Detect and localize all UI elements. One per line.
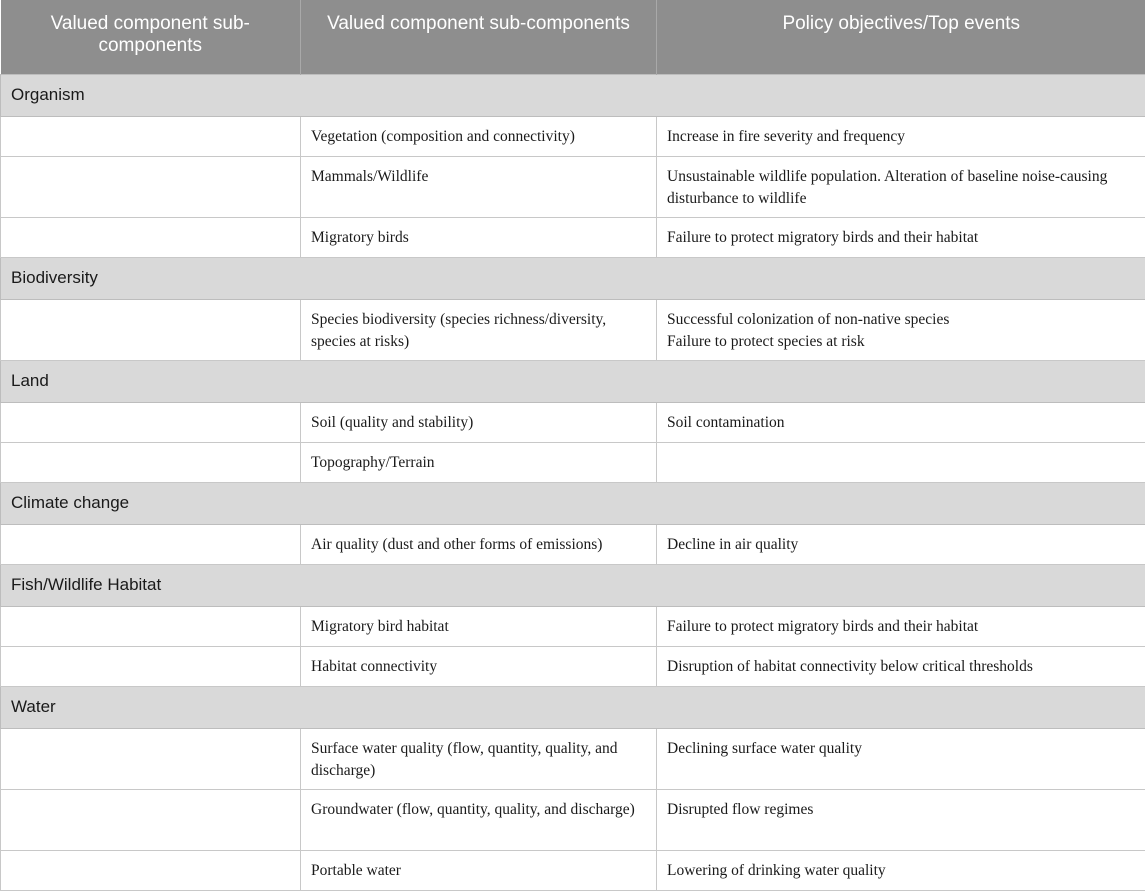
section-title: Organism — [1, 74, 1145, 116]
sub-component-cell: Migratory birds — [301, 217, 657, 257]
policy-objective-text: Unsustainable wildlife population. Alteration of baseline noise-causing disturbance to wildlife — [667, 166, 1135, 210]
table-body — [1, 74, 1145, 890]
component-cell — [1, 646, 301, 686]
sub-component-cell: Topography/Terrain — [301, 442, 657, 482]
policy-objective-text: Declining surface water quality — [667, 738, 1135, 760]
policy-objective-cell — [657, 217, 1145, 257]
policy-objective-text: Lowering of drinking water quality — [667, 860, 1135, 882]
sub-component-cell: Vegetation (composition and connectivity) — [301, 116, 657, 156]
component-cell — [1, 156, 301, 217]
sub-component-cell: Migratory bird habitat — [301, 606, 657, 646]
sub-component-cell: Air quality (dust and other forms of emissions) — [301, 524, 657, 564]
column-header: Policy objectives/Top events — [657, 0, 1145, 74]
section-row — [1, 257, 1145, 299]
sub-component-cell: Soil (quality and stability) — [301, 402, 657, 442]
sub-component-cell: Groundwater (flow, quantity, quality, and discharge) — [301, 789, 657, 850]
component-cell — [1, 116, 301, 156]
component-cell — [1, 524, 301, 564]
component-cell — [1, 402, 301, 442]
policy-objective-cell — [657, 646, 1145, 686]
policy-objective-cell — [657, 789, 1145, 850]
section-title: Land — [1, 360, 1145, 402]
policy-objective-cell — [657, 156, 1145, 217]
table-row — [1, 217, 1145, 257]
section-row — [1, 482, 1145, 524]
sub-component-cell: Species biodiversity (species richness/diversity, species at risks) — [301, 299, 657, 360]
policy-objective-text: Disrupted flow regimes — [667, 799, 1135, 821]
policy-objective-text: Failure to protect species at risk — [667, 331, 1135, 353]
section-row — [1, 74, 1145, 116]
policy-objective-cell — [657, 402, 1145, 442]
component-cell — [1, 728, 301, 789]
policy-objective-text: Successful colonization of non-native species — [667, 309, 1135, 331]
component-cell — [1, 789, 301, 850]
component-cell — [1, 217, 301, 257]
sub-component-cell: Mammals/Wildlife — [301, 156, 657, 217]
policy-objective-text: Failure to protect migratory birds and their habitat — [667, 227, 1135, 249]
section-title: Water — [1, 686, 1145, 728]
section-title: Fish/Wildlife Habitat — [1, 564, 1145, 606]
policy-objective-cell — [657, 524, 1145, 564]
header-row — [1, 0, 1145, 74]
policy-objective-cell — [657, 728, 1145, 789]
table-row — [1, 850, 1145, 890]
sub-component-cell: Portable water — [301, 850, 657, 890]
table-row — [1, 789, 1145, 850]
component-cell — [1, 606, 301, 646]
column-header: Valued component sub-components — [301, 0, 657, 74]
policy-objective-text: Failure to protect migratory birds and their habitat — [667, 616, 1135, 638]
table-row — [1, 728, 1145, 789]
sub-component-cell: Surface water quality (flow, quantity, quality, and discharge) — [301, 728, 657, 789]
policy-objective-text: Soil contamination — [667, 412, 1135, 434]
policy-objective-text: Disruption of habitat connectivity below critical thresholds — [667, 656, 1135, 678]
policy-objective-cell — [657, 299, 1145, 360]
table-row — [1, 524, 1145, 564]
component-cell — [1, 299, 301, 360]
table-row — [1, 299, 1145, 360]
policy-objective-cell — [657, 116, 1145, 156]
section-row — [1, 686, 1145, 728]
section-title: Biodiversity — [1, 257, 1145, 299]
section-row — [1, 360, 1145, 402]
component-cell — [1, 850, 301, 890]
sub-component-cell: Habitat connectivity — [301, 646, 657, 686]
policy-objective-text: Increase in fire severity and frequency — [667, 126, 1135, 148]
column-header: Valued component sub-components — [1, 0, 301, 74]
table-row — [1, 402, 1145, 442]
policy-objective-cell — [657, 606, 1145, 646]
policy-objective-cell — [657, 850, 1145, 890]
component-cell — [1, 442, 301, 482]
table-row — [1, 442, 1145, 482]
section-row — [1, 564, 1145, 606]
policy-objective-cell — [657, 442, 1145, 482]
table-row — [1, 156, 1145, 217]
table-row — [1, 116, 1145, 156]
table-row — [1, 646, 1145, 686]
policy-objective-text: Decline in air quality — [667, 534, 1135, 556]
table-row — [1, 606, 1145, 646]
section-title: Climate change — [1, 482, 1145, 524]
